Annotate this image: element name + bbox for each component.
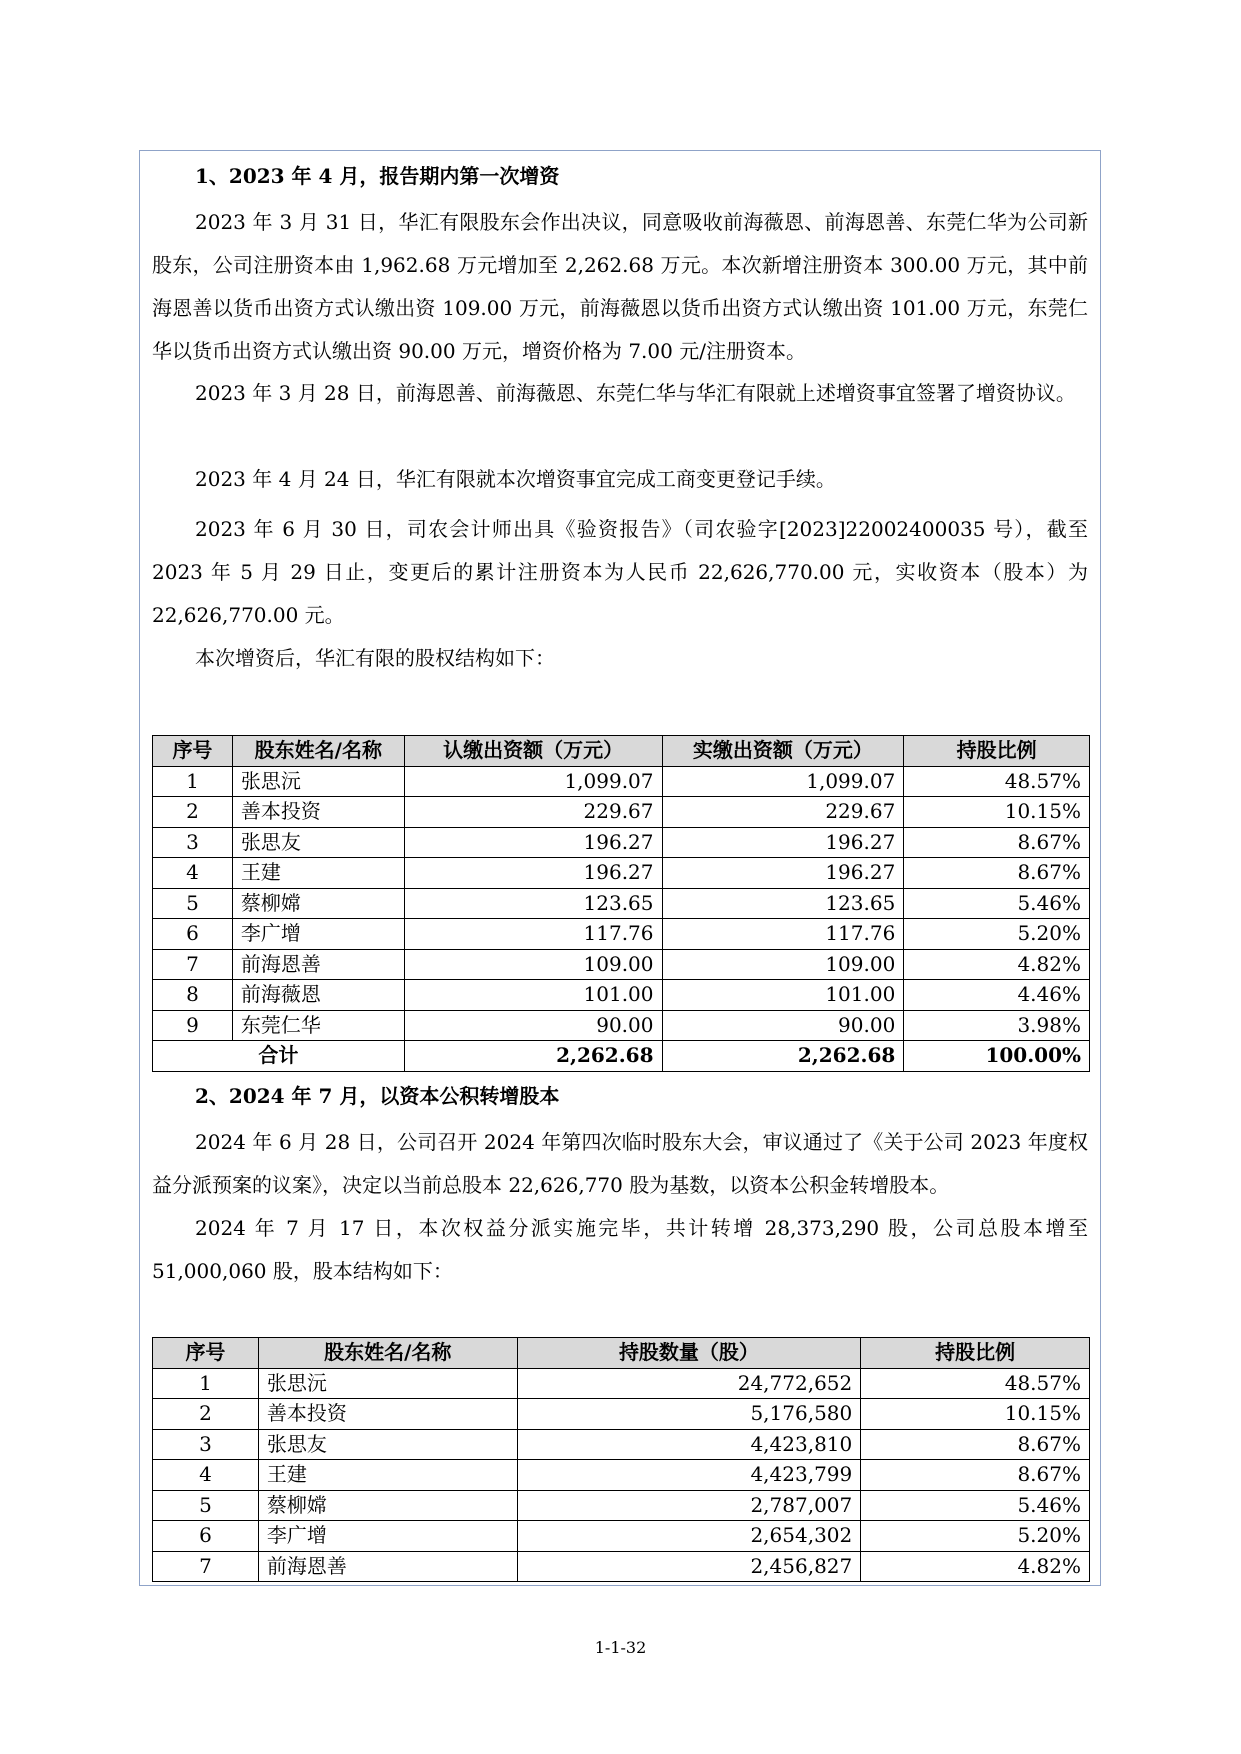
table-cell: 2,456,827 bbox=[517, 1551, 861, 1582]
table-cell: 5.20% bbox=[861, 1521, 1090, 1552]
table-cell: 24,772,652 bbox=[517, 1368, 861, 1399]
header-cell: 持股比例 bbox=[904, 736, 1090, 767]
table-cell: 善本投资 bbox=[258, 1399, 517, 1430]
table-cell: 2,262.68 bbox=[404, 1041, 662, 1072]
section1-paragraph-2: 2023 年 3 月 28 日，前海恩善、前海薇恩、东莞仁华与华汇有限就上述增资事宜签署了增资协议。 bbox=[195, 381, 1076, 405]
table-cell: 2,262.68 bbox=[662, 1041, 904, 1072]
table-cell: 前海恩善 bbox=[232, 949, 404, 980]
table-cell: 4,423,799 bbox=[517, 1460, 861, 1491]
table-cell: 101.00 bbox=[404, 980, 662, 1011]
table-cell: 2 bbox=[153, 797, 233, 828]
table-header-row bbox=[153, 736, 1090, 767]
table-cell: 8.67% bbox=[861, 1460, 1090, 1491]
table-cell: 4.46% bbox=[904, 980, 1090, 1011]
table-cell: 196.27 bbox=[662, 827, 904, 858]
table-cell: 109.00 bbox=[404, 949, 662, 980]
table-cell: 张思友 bbox=[258, 1429, 517, 1460]
header-cell: 股东姓名/名称 bbox=[258, 1338, 517, 1369]
table-total-row bbox=[153, 1041, 1090, 1072]
table-cell: 合计 bbox=[153, 1041, 405, 1072]
table-cell: 117.76 bbox=[662, 919, 904, 950]
table-cell: 1,099.07 bbox=[404, 766, 662, 797]
table-cell: 4 bbox=[153, 1460, 259, 1491]
table-row bbox=[153, 888, 1090, 919]
table-cell: 张思沅 bbox=[258, 1368, 517, 1399]
table-cell: 东莞仁华 bbox=[232, 1010, 404, 1041]
header-cell: 持股比例 bbox=[861, 1338, 1090, 1369]
table-cell: 229.67 bbox=[662, 797, 904, 828]
header-cell: 持股数量（股） bbox=[517, 1338, 861, 1369]
header-cell: 序号 bbox=[153, 1338, 259, 1369]
table-cell: 1,099.07 bbox=[662, 766, 904, 797]
table-cell: 蔡柳嫦 bbox=[232, 888, 404, 919]
table-cell: 2,654,302 bbox=[517, 1521, 861, 1552]
table-cell: 123.65 bbox=[404, 888, 662, 919]
table-cell: 196.27 bbox=[404, 858, 662, 889]
table-cell: 4,423,810 bbox=[517, 1429, 861, 1460]
table-row bbox=[153, 919, 1090, 950]
table-cell: 李广增 bbox=[232, 919, 404, 950]
table-row bbox=[153, 980, 1090, 1011]
header-cell: 认缴出资额（万元） bbox=[404, 736, 662, 767]
section2-paragraph-2: 2024 年 7 月 17 日，本次权益分派实施完毕，共计转增 28,373,290 股，公司总股本增至 51,000,060 股，股本结构如下： bbox=[152, 1216, 1088, 1283]
header-cell: 股东姓名/名称 bbox=[232, 736, 404, 767]
table-cell: 王建 bbox=[232, 858, 404, 889]
table-cell: 90.00 bbox=[404, 1010, 662, 1041]
header-cell: 实缴出资额（万元） bbox=[662, 736, 904, 767]
table-cell: 5.46% bbox=[904, 888, 1090, 919]
table-row bbox=[153, 1490, 1090, 1521]
section1-paragraph-5: 本次增资后，华汇有限的股权结构如下： bbox=[195, 646, 555, 670]
table-cell: 2,787,007 bbox=[517, 1490, 861, 1521]
table-cell: 3.98% bbox=[904, 1010, 1090, 1041]
table-cell: 1 bbox=[153, 766, 233, 797]
table-cell: 48.57% bbox=[904, 766, 1090, 797]
table-cell: 王建 bbox=[258, 1460, 517, 1491]
table-cell: 101.00 bbox=[662, 980, 904, 1011]
page-number: 1-1-32 bbox=[594, 1638, 647, 1657]
table-cell: 7 bbox=[153, 1551, 259, 1582]
table-cell: 6 bbox=[153, 1521, 259, 1552]
section1-heading: 1、2023 年 4 月，报告期内第一次增资 bbox=[195, 164, 560, 188]
table-cell: 4 bbox=[153, 858, 233, 889]
table-cell: 李广增 bbox=[258, 1521, 517, 1552]
section2-heading: 2、2024 年 7 月，以资本公积转增股本 bbox=[195, 1084, 560, 1108]
table-cell: 1 bbox=[153, 1368, 259, 1399]
table-cell: 5.20% bbox=[904, 919, 1090, 950]
table-cell: 张思友 bbox=[232, 827, 404, 858]
table-cell: 6 bbox=[153, 919, 233, 950]
table-cell: 10.15% bbox=[861, 1399, 1090, 1430]
table-row bbox=[153, 1429, 1090, 1460]
header-cell: 序号 bbox=[153, 736, 233, 767]
equity-table-2023 bbox=[152, 735, 1090, 1072]
table-cell: 张思沅 bbox=[232, 766, 404, 797]
table-cell: 前海恩善 bbox=[258, 1551, 517, 1582]
table-cell: 8.67% bbox=[904, 858, 1090, 889]
table-cell: 4.82% bbox=[861, 1551, 1090, 1582]
table-cell: 3 bbox=[153, 1429, 259, 1460]
table-cell: 8 bbox=[153, 980, 233, 1011]
table-cell: 5 bbox=[153, 1490, 259, 1521]
table-row bbox=[153, 797, 1090, 828]
table-row bbox=[153, 1399, 1090, 1430]
content-frame bbox=[139, 150, 1101, 1586]
table-cell: 9 bbox=[153, 1010, 233, 1041]
table-cell: 48.57% bbox=[861, 1368, 1090, 1399]
table-row bbox=[153, 1521, 1090, 1552]
table-row bbox=[153, 949, 1090, 980]
table-row bbox=[153, 1551, 1090, 1582]
table-row bbox=[153, 827, 1090, 858]
section1-paragraph-1: 2023 年 3 月 31 日，华汇有限股东会作出决议，同意吸收前海薇恩、前海恩善、东莞仁华为公司新股东，公司注册资本由 1,962.68 万元增加至 2,262.68 万元。本次新增注册资本 300.00 万元，其中前海恩善以货币出资方式认缴出资 109.00 万元，前海薇恩以货币出资方式认缴出资 101.00 万元，东莞仁华以货币出资方式认缴出资 90.00 万元，增资价格为 7.00 元/注册资本。 bbox=[152, 210, 1088, 363]
table-cell: 8.67% bbox=[861, 1429, 1090, 1460]
section2-paragraph-1: 2024 年 6 月 28 日，公司召开 2024 年第四次临时股东大会，审议通过了《关于公司 2023 年度权益分派预案的议案》，决定以当前总股本 22,626,770 股为基数，以资本公积金转增股本。 bbox=[152, 1130, 1088, 1197]
table-row bbox=[153, 1368, 1090, 1399]
table-cell: 8.67% bbox=[904, 827, 1090, 858]
table-cell: 3 bbox=[153, 827, 233, 858]
table-row bbox=[153, 1460, 1090, 1491]
table-cell: 109.00 bbox=[662, 949, 904, 980]
table-cell: 善本投资 bbox=[232, 797, 404, 828]
table-cell: 7 bbox=[153, 949, 233, 980]
table-cell: 2 bbox=[153, 1399, 259, 1430]
section1-paragraph-3: 2023 年 4 月 24 日，华汇有限就本次增资事宜完成工商变更登记手续。 bbox=[195, 467, 836, 491]
table-cell: 5,176,580 bbox=[517, 1399, 861, 1430]
table-row bbox=[153, 1010, 1090, 1041]
table-cell: 123.65 bbox=[662, 888, 904, 919]
table-cell: 前海薇恩 bbox=[232, 980, 404, 1011]
table-cell: 117.76 bbox=[404, 919, 662, 950]
table-cell: 4.82% bbox=[904, 949, 1090, 980]
table-header-row bbox=[153, 1338, 1090, 1369]
table-cell: 100.00% bbox=[904, 1041, 1090, 1072]
table-cell: 90.00 bbox=[662, 1010, 904, 1041]
table-cell: 196.27 bbox=[662, 858, 904, 889]
table-cell: 蔡柳嫦 bbox=[258, 1490, 517, 1521]
table-row bbox=[153, 858, 1090, 889]
table-cell: 229.67 bbox=[404, 797, 662, 828]
section1-paragraph-4: 2023 年 6 月 30 日，司农会计师出具《验资报告》（司农验字[2023]22002400035 号），截至 2023 年 5 月 29 日止，变更后的累计注册资本为人民币 22,626,770.00 元，实收资本（股本）为 22,626,770.00 元。 bbox=[152, 517, 1088, 627]
table-cell: 5.46% bbox=[861, 1490, 1090, 1521]
table-cell: 10.15% bbox=[904, 797, 1090, 828]
table-row bbox=[153, 766, 1090, 797]
share-table-2024 bbox=[152, 1337, 1090, 1582]
table-cell: 5 bbox=[153, 888, 233, 919]
table-cell: 196.27 bbox=[404, 827, 662, 858]
